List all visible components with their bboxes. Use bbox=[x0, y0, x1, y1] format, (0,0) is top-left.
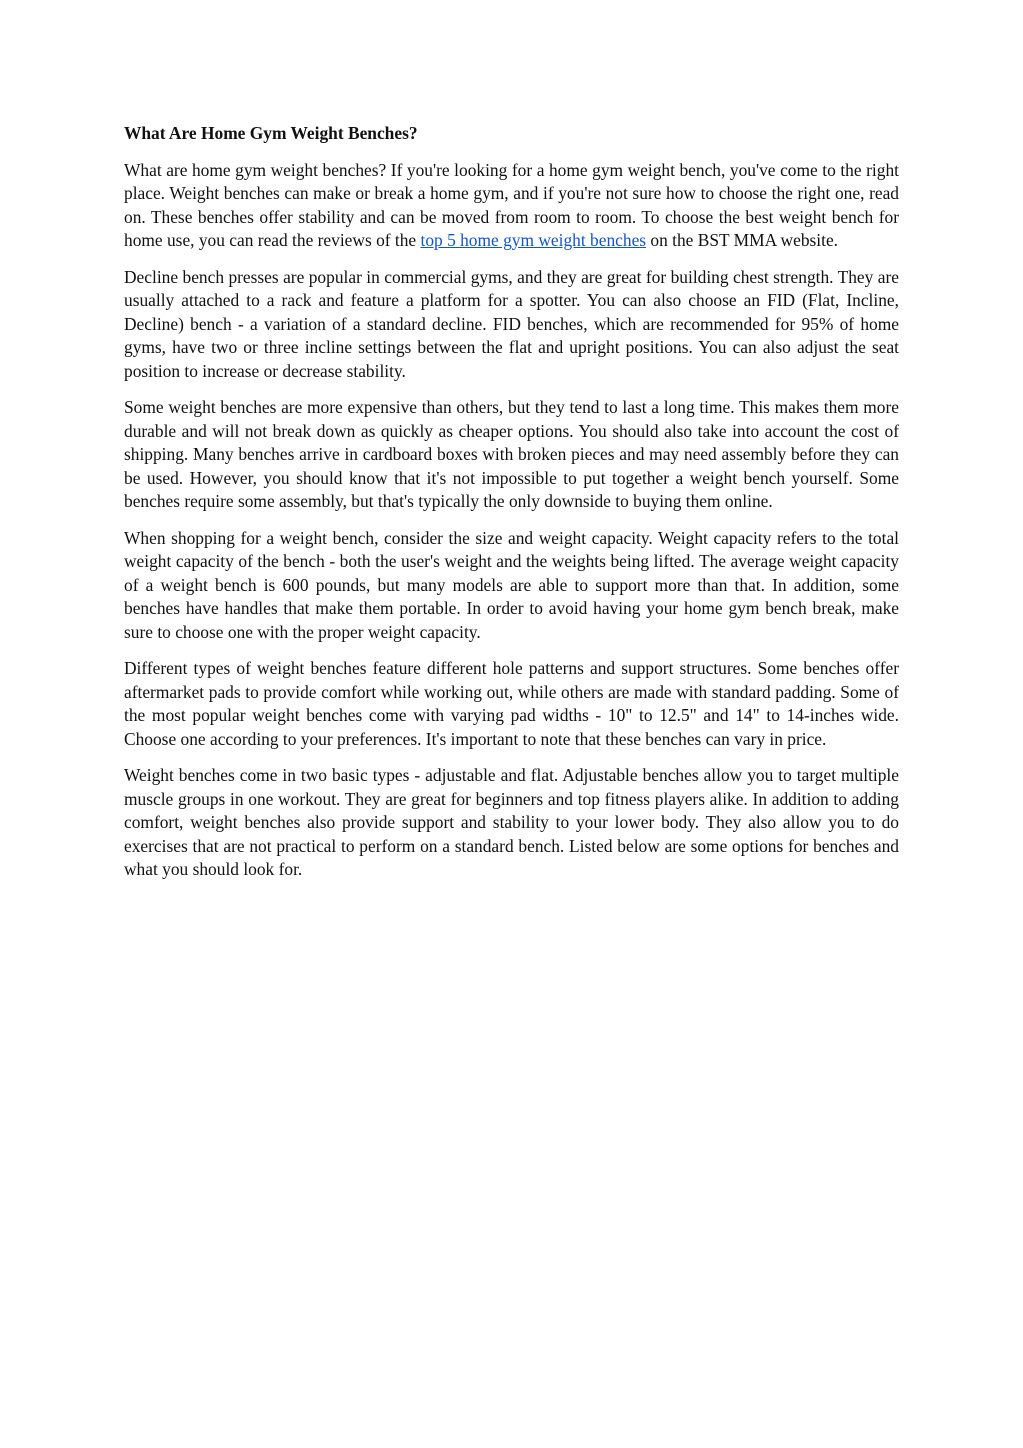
paragraph-bench-types: Weight benches come in two basic types - adjustable and flat. Adjustable benches allow you to target multiple muscle groups in one workout. They are great for beginners and top fitness players alike. In addition to adding comfort, weight benches also provide support and stability to your lower body. They also allow you to do exercises that are not practical to perform on a standard bench. Listed below are some options for benches and what you should look for. bbox=[124, 765, 899, 879]
paragraph-hole-patterns: Different types of weight benches feature different hole patterns and support structures. Some benches offer aftermarket pads to provide comfort while working out, while others are made with standard padding. Some of the most popular weight benches come with varying pad widths - 10" to 12.5" and 14" to 14-inches wide. Choose one according to your preferences. It's important to note that these benches can vary in price. bbox=[124, 658, 899, 749]
document-page bbox=[124, 122, 899, 895]
document-title: What Are Home Gym Weight Benches? bbox=[124, 123, 418, 143]
paragraph-decline-bench: Decline bench presses are popular in commercial gyms, and they are great for building chest strength. They are usually attached to a rack and feature a platform for a spotter. You can also choose an FID (Flat, Incline, Decline) bench - a variation of a standard decline. FID benches, which are recommended for 95% of home gyms, have two or three incline settings between the flat and upright positions. You can also adjust the seat position to increase or decrease stability. bbox=[124, 266, 899, 381]
paragraph-intro-text-after-link: on the BST MMA website. bbox=[646, 230, 839, 250]
paragraph-intro-text-before-link: What are home gym weight benches? If you're looking for a home gym weight bench, you've come to the right place. Weight benches can make or break a home gym, and if you're not sure how to choose the right one, read on. These benches offer stability and can be moved from room to room. To choose the best weight bench for home use, you can read the reviews of the bbox=[124, 159, 899, 250]
paragraph-weight-capacity: When shopping for a weight bench, consider the size and weight capacity. Weight capacity refers to the total weight capacity of the bench - both the user's weight and the weights being lifted. The average weight capacity of a weight bench is 600 pounds, but many models are able to support more than that. In addition, some benches have handles that make them portable. In order to avoid having your home gym bench break, make sure to choose one with the proper weight capacity. bbox=[124, 527, 899, 642]
paragraph-intro bbox=[124, 159, 899, 253]
top-5-benches-link[interactable]: top 5 home gym weight benches bbox=[420, 230, 647, 250]
paragraph-cost-durability: Some weight benches are more expensive than others, but they tend to last a long time. This makes them more durable and will not break down as quickly as cheaper options. You should also take into account the cost of shipping. Many benches arrive in cardboard boxes with broken pieces and may need assembly before they can be used. However, you should know that it's not impossible to put together a weight bench yourself. Some benches require some assembly, but that's typically the only downside to buying them online. bbox=[124, 397, 899, 511]
